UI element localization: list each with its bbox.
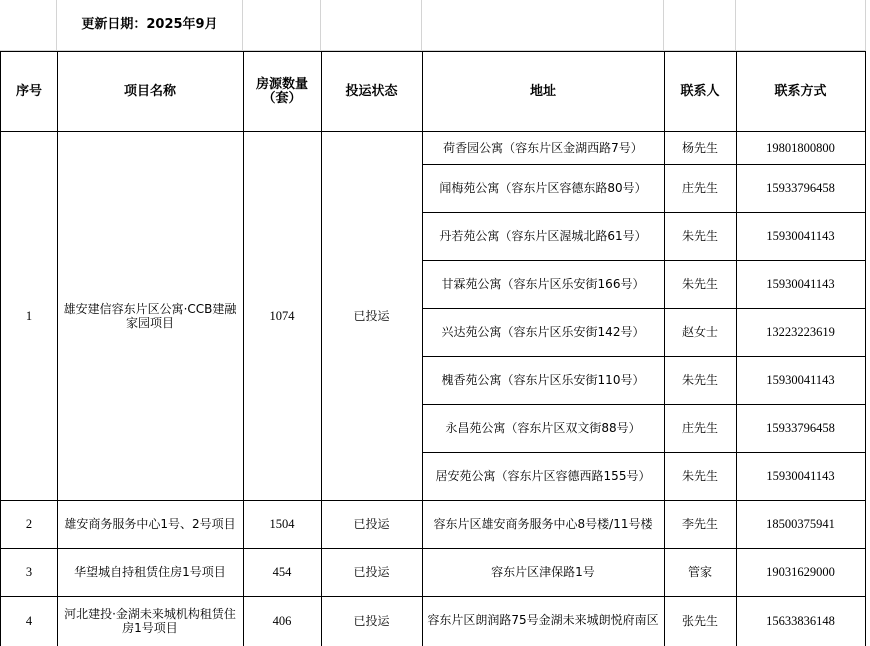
cell-empty[interactable]	[0, 0, 57, 51]
cell-empty[interactable]	[243, 0, 321, 51]
header-unit-count[interactable]: 房源数量（套）	[243, 51, 322, 132]
project-status[interactable]: 已投运	[321, 131, 423, 501]
cell-empty[interactable]	[321, 0, 422, 51]
sub-contact[interactable]: 庄先生	[664, 404, 737, 453]
sub-phone[interactable]: 15933796458	[736, 164, 866, 213]
sub-phone[interactable]: 15930041143	[736, 260, 866, 309]
project-phone[interactable]: 18500375941	[736, 500, 866, 549]
project-address[interactable]: 容东片区雄安商务服务中心8号楼/11号楼	[422, 500, 665, 549]
header-address[interactable]: 地址	[422, 51, 665, 132]
sub-phone[interactable]: 15930041143	[736, 212, 866, 261]
project-address[interactable]: 容东片区朗润路75号金湖未来城朗悦府南区	[422, 596, 665, 646]
project-status[interactable]: 已投运	[321, 548, 423, 597]
sub-contact[interactable]: 朱先生	[664, 212, 737, 261]
project-seq[interactable]: 3	[0, 548, 58, 597]
sub-contact[interactable]: 朱先生	[664, 356, 737, 405]
sub-address[interactable]: 兴达苑公寓（容东片区乐安街142号）	[422, 308, 665, 357]
header-seq[interactable]: 序号	[0, 51, 58, 132]
project-unit-count[interactable]: 454	[243, 548, 322, 597]
sub-address[interactable]: 闻梅苑公寓（容东片区容德东路80号）	[422, 164, 665, 213]
project-seq[interactable]: 4	[0, 596, 58, 646]
sub-contact[interactable]: 赵女士	[664, 308, 737, 357]
cell-empty[interactable]	[664, 0, 736, 51]
project-unit-count[interactable]: 1074	[243, 131, 322, 501]
project-contact[interactable]: 管家	[664, 548, 737, 597]
project-phone[interactable]: 19031629000	[736, 548, 866, 597]
sub-contact[interactable]: 朱先生	[664, 452, 737, 501]
sub-address[interactable]: 丹若苑公寓（容东片区渥城北路61号）	[422, 212, 665, 261]
sub-phone[interactable]: 15933796458	[736, 404, 866, 453]
sub-phone[interactable]: 15930041143	[736, 356, 866, 405]
sub-contact[interactable]: 朱先生	[664, 260, 737, 309]
cell-empty[interactable]	[736, 0, 866, 51]
sub-address[interactable]: 甘霖苑公寓（容东片区乐安街166号）	[422, 260, 665, 309]
sub-phone[interactable]: 19801800800	[736, 131, 866, 165]
header-project-name[interactable]: 项目名称	[57, 51, 244, 132]
header-status[interactable]: 投运状态	[321, 51, 423, 132]
sub-phone[interactable]: 13223223619	[736, 308, 866, 357]
project-name[interactable]: 河北建投·金湖未来城机构租赁住房1号项目	[57, 596, 244, 646]
project-name[interactable]: 华望城自持租赁住房1号项目	[57, 548, 244, 597]
project-address[interactable]: 容东片区津保路1号	[422, 548, 665, 597]
header-phone[interactable]: 联系方式	[736, 51, 866, 132]
sub-address[interactable]: 槐香苑公寓（容东片区乐安街110号）	[422, 356, 665, 405]
project-name[interactable]: 雄安建信容东片区公寓·CCB建融家园项目	[57, 131, 244, 501]
project-contact[interactable]: 张先生	[664, 596, 737, 646]
project-contact[interactable]: 李先生	[664, 500, 737, 549]
project-status[interactable]: 已投运	[321, 596, 423, 646]
project-unit-count[interactable]: 1504	[243, 500, 322, 549]
project-seq[interactable]: 2	[0, 500, 58, 549]
sub-phone[interactable]: 15930041143	[736, 452, 866, 501]
cell-empty[interactable]	[422, 0, 664, 51]
project-status[interactable]: 已投运	[321, 500, 423, 549]
sub-contact[interactable]: 杨先生	[664, 131, 737, 165]
update-date[interactable]: 更新日期：2025年9月	[57, 0, 243, 51]
project-phone[interactable]: 15633836148	[736, 596, 866, 646]
sub-address[interactable]: 居安苑公寓（容东片区容德西路155号）	[422, 452, 665, 501]
sub-contact[interactable]: 庄先生	[664, 164, 737, 213]
sub-address[interactable]: 荷香园公寓（容东片区金湖西路7号）	[422, 131, 665, 165]
sub-address[interactable]: 永昌苑公寓（容东片区双文街88号）	[422, 404, 665, 453]
project-seq[interactable]: 1	[0, 131, 58, 501]
header-contact[interactable]: 联系人	[664, 51, 737, 132]
project-name[interactable]: 雄安商务服务中心1号、2号项目	[57, 500, 244, 549]
project-unit-count[interactable]: 406	[243, 596, 322, 646]
